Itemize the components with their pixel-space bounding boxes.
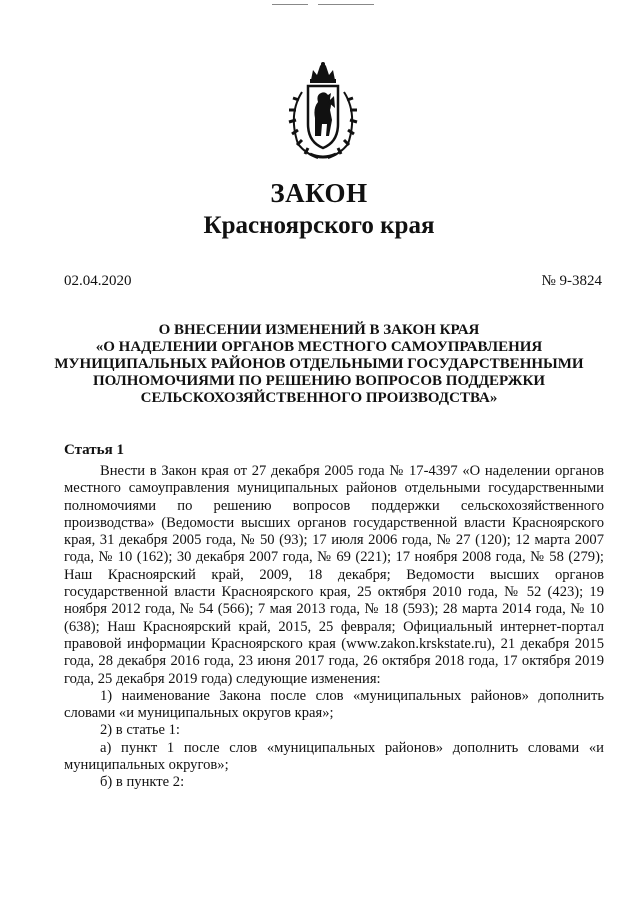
heading-line: «О НАДЕЛЕНИИ ОРГАНОВ МЕСТНОГО САМОУПРАВЛЕНИЯ (95, 339, 543, 355)
paragraph: Внести в Закон края от 27 декабря 2005 года № 17-4397 «О наделении органов местного самоуправления муниципальных районов отдельными государственными полномочиями по решению вопросов поддержки сельскохозяйственного производства» (Ведомости высших органов государственной власти Красноярского края, 31 декабря 2005 года, № 50 (93); 17 июля 2006 года, № 27 (120); 12 марта 2007 года, № 10 (162); 30 декабря 2007 года, № 69 (221); 17 ноября 2008 года, № 58 (279); Наш Красноярский край, 2009, 18 декабря; Ведомости высших органов государственной власти Красноярского края, 25 октября 2010 года, № 52 (423); 19 ноября 2012 года, № 54 (566); 7 мая 2013 года, № 18 (593); 28 марта 2014 года, № 10 (638); Наш Красноярский край, 2015, 25 февраля; Официальный интернет-портал правовой информации Красноярского края (www.zakon.krskstate.ru), 21 декабря 2015 года, 28 декабря 2016 года, 23 июня 2017 года, 26 октября 2018 года, 17 октября 2019 года, 25 декабря 2019 года) следующие изменения: (64, 463, 604, 687)
law-heading (40, 322, 598, 407)
heading-line: О ВНЕСЕНИИ ИЗМЕНЕНИЙ В ЗАКОН КРАЯ (158, 322, 480, 338)
article-body (64, 463, 604, 792)
document-title: ЗАКОН (270, 178, 368, 208)
heading-line: ПОЛНОМОЧИЯМИ ПО РЕШЕНИЮ ВОПРОСОВ ПОДДЕРЖКИ (92, 373, 546, 389)
paragraph: б) в пункте 2: (100, 774, 185, 791)
paragraph: 1) наименование Закона после слов «муниципальных районов» дополнить словами «и муниципальных округов края»; (64, 687, 604, 722)
document-number: № 9-3824 (541, 273, 602, 289)
heading-line: СЕЛЬСКОХОЗЯЙСТВЕННОГО ПРОИЗВОДСТВА» (140, 390, 498, 406)
paragraph: а) пункт 1 после слов «муниципальных районов» дополнить словами «и муниципальных округов»; (64, 739, 604, 774)
scan-mark (272, 4, 308, 5)
heading-line: МУНИЦИПАЛЬНЫХ РАЙОНОВ ОТДЕЛЬНЫМИ ГОСУДАРСТВЕННЫМИ (54, 356, 584, 372)
krasnoyarsk-coat-of-arms-icon (284, 62, 362, 162)
scan-mark (318, 4, 374, 5)
document-date: 02.04.2020 (64, 273, 132, 289)
paragraph: 2) в статье 1: (100, 722, 180, 739)
article-title: Статья 1 (64, 442, 124, 458)
document-subtitle: Красноярского края (203, 212, 435, 239)
